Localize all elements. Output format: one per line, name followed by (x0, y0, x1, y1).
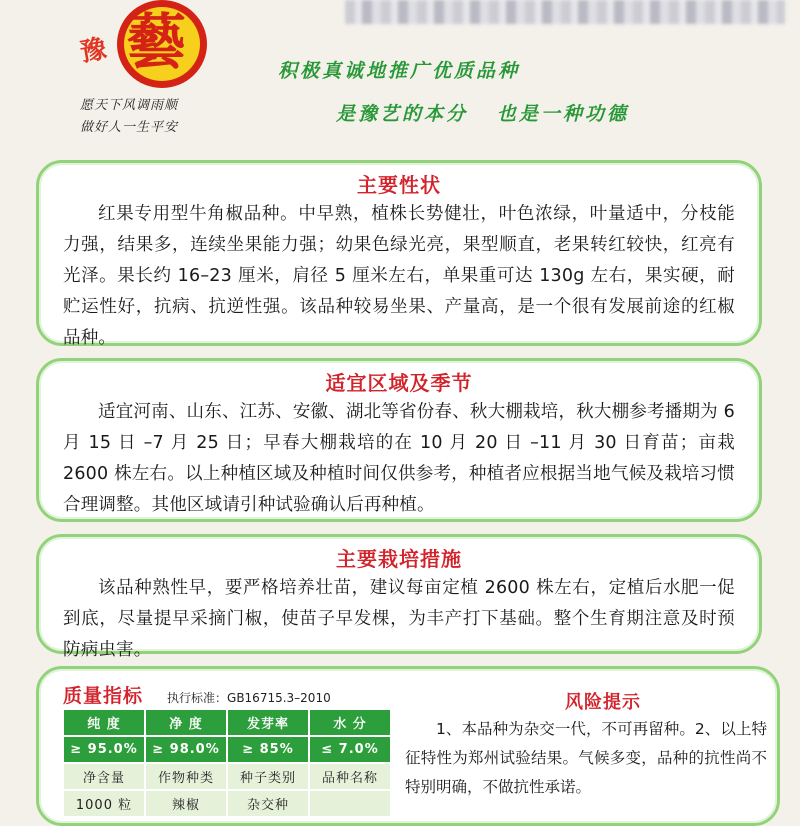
quality-header-cell: 发芽率 (227, 709, 309, 736)
motto-line-1: 愿天下风调雨顺 (80, 98, 179, 113)
risk-section (405, 681, 777, 823)
quality-grid (63, 709, 391, 817)
slogans (0, 56, 800, 126)
traits-panel (36, 160, 762, 346)
quality-section (63, 681, 393, 823)
logo-char-yu: 豫 (78, 33, 109, 68)
cultivation-body: 该品种熟性早，要严格培养壮苗，建议每亩定植 2600 株左右，定植后水肥一促到底，尽量提早采摘门椒，使苗子早发棵，为丰产打下基础。整个生育期注意及时预防病虫害。 (63, 578, 735, 660)
quality-detail-cell: 1000 粒 (63, 790, 145, 817)
quality-label-cell: 种子类别 (227, 763, 309, 790)
slogan-line-2: 是豫艺的本分 也是一种功德 (336, 103, 629, 125)
quality-detail-cell: 辣椒 (145, 790, 227, 817)
quality-label-cell: 净含量 (63, 763, 145, 790)
quality-header-cell: 水 分 (309, 709, 391, 736)
quality-value-cell: ≥ 95.0% (63, 736, 145, 763)
quality-value-cell: ≤ 7.0% (309, 736, 391, 763)
quality-detail-cell: 杂交种 (227, 790, 309, 817)
risk-body: 1、本品种为杂交一代，不可再留种。2、以上特征特性为郑州试验结果。气候多变，品种的抗性尚不特别明确，不做抗性承诺。 (405, 720, 767, 796)
content-panels (36, 160, 780, 826)
traits-body: 红果专用型牛角椒品种。中早熟，植株长势健壮，叶色浓绿，叶量适中，分枝能力强，结果多，连续坐果能力强；幼果色绿光亮，果型顺直，老果转红较快，红亮有光泽。果长约 16–23 厘米，肩径 5 厘米左右，单果重可达 130g 左右，果实硬，耐贮运性好，抗病、抗逆性强。该品种较易坐果、产量高，是一个很有发展前途的红椒品种。 (63, 204, 735, 348)
regions-body: 适宜河南、山东、江苏、安徽、湖北等省份春、秋大棚栽培，秋大棚参考播期为 6 月 15 日 –7 月 25 日；早春大棚栽培的在 10 月 20 日 –11 月 30 日育苗；亩栽 2600 株左右。以上种植区域及种植时间仅供参考，种植者应根据当地气候及栽培习惯合理调整。其他区域请引种试验确认后再种植。 (63, 402, 735, 515)
regions-panel (36, 358, 762, 522)
quality-label-cell: 作物种类 (145, 763, 227, 790)
cultivation-title: 主要栽培措施 (336, 547, 462, 571)
quality-risk-panel (36, 666, 780, 826)
quality-value-cell: ≥ 98.0% (145, 736, 227, 763)
motto-line-2: 做好人一生平安 (80, 120, 179, 135)
quality-standard: 执行标准：GB16715.3–2010 (167, 691, 331, 705)
quality-value-cell: ≥ 85% (227, 736, 309, 763)
risk-title: 风险提示 (565, 692, 641, 713)
slogan-line-1: 积极真诚地推广优质品种 (278, 60, 521, 82)
quality-title: 质量指标 (63, 685, 144, 707)
quality-head (63, 681, 393, 709)
quality-label-cell: 品种名称 (309, 763, 391, 790)
quality-header-cell: 净 度 (145, 709, 227, 736)
quality-detail-cell (309, 790, 391, 817)
header (0, 0, 800, 150)
blurred-region (345, 0, 785, 24)
traits-title: 主要性状 (357, 173, 441, 197)
regions-title: 适宜区域及季节 (325, 371, 473, 395)
quality-header-cell: 纯 度 (63, 709, 145, 736)
cultivation-panel (36, 534, 762, 660)
logo-char-yi: 藝 (126, 8, 186, 78)
